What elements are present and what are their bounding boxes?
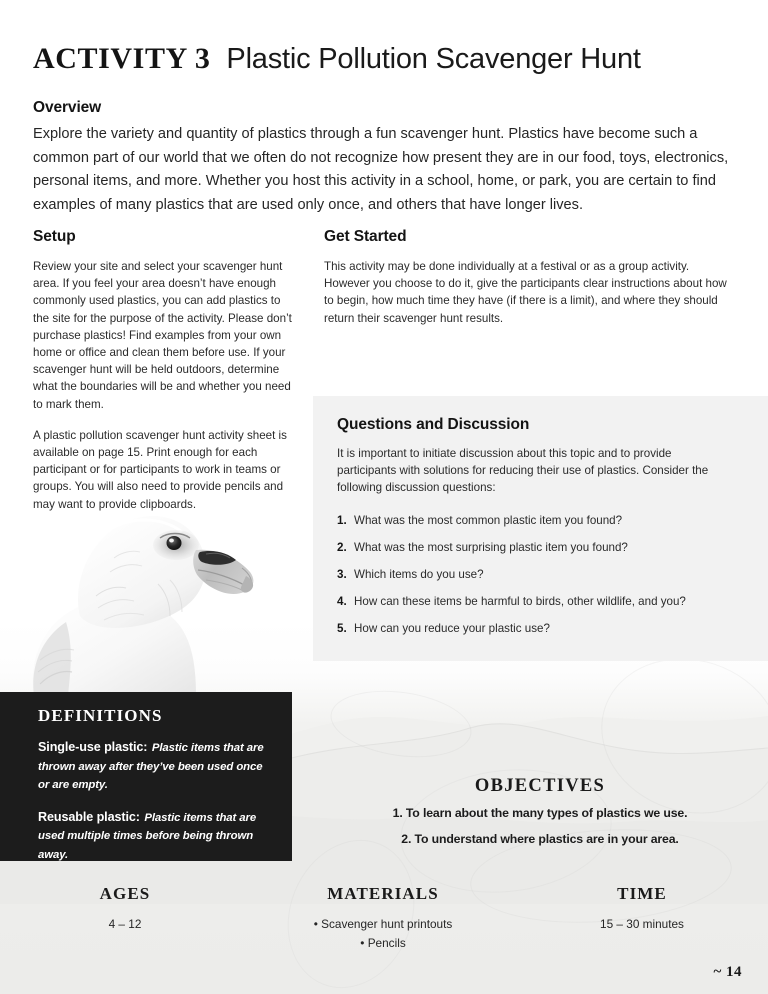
materials-title: MATERIALS [327, 884, 439, 903]
get-started-heading: Get Started [324, 228, 407, 245]
list-item [337, 594, 744, 610]
questions-intro: It is important to initiate discussion about this topic and to provide participants with solutions for reducing their use of plastics. Consider the following discussion questions: [337, 447, 709, 495]
definitions-heading: DEFINITIONS [38, 706, 163, 725]
list-item [337, 540, 744, 556]
list-item [337, 621, 744, 637]
list-item [337, 513, 744, 529]
question-number: 3. [337, 567, 347, 581]
activity-title: Plastic Pollution Scavenger Hunt [226, 43, 641, 75]
questions-heading: Questions and Discussion [337, 416, 530, 433]
overview-heading: Overview [33, 99, 102, 116]
objective-item: 2. To understand where plastics are in your area. [401, 832, 679, 846]
activity-label: ACTIVITY 3 [33, 42, 211, 75]
time-value: 15 – 30 minutes [600, 917, 684, 931]
question-text: Which items do you use? [354, 567, 484, 581]
list-item [337, 567, 744, 583]
objectives-heading: OBJECTIVES [474, 776, 606, 796]
definition-term: Single-use plastic: [38, 740, 148, 754]
seabird-image [10, 488, 265, 696]
definition-text: Plastic items that are thrown away after they’ve been used once or are empty. [38, 742, 264, 792]
definitions-box [0, 692, 292, 861]
question-text: How can these items be harmful to birds, other wildlife, and you? [354, 594, 686, 608]
question-number: 2. [337, 540, 347, 554]
setup-paragraph-1: Review your site and select your scavenger hunt area. If you feel your area doesn’t have enough commonly used plastics, you can add plastics to the site for the purpose of the activity. Please don’t purchase plastics! Find examples from your own home or office and clean them before use. If your scavenger hunt will be held outdoors, determine what the boundaries will be and whether you need to mark them. [33, 260, 292, 411]
question-text: What was the most common plastic item you found? [354, 513, 623, 527]
setup-heading: Setup [33, 228, 76, 245]
meta-columns [0, 884, 768, 953]
question-text: How can you reduce your plastic use? [354, 621, 550, 635]
definition-term: Reusable plastic: [38, 809, 140, 824]
definition-entry [38, 808, 268, 864]
materials-value-2: • Pencils [360, 936, 406, 950]
get-started-section [324, 228, 732, 327]
questions-panel [313, 396, 768, 661]
overview-text: Explore the variety and quantity of plastics through a fun scavenger hunt. Plastics have become such a common part of our world that we often do not recognize how present they are in our food, toys, electronics, personal items, and more. Whether you host this activity in a school, home, or park, you are certain to find examples of many plastics that are used only once, and others that have longer lives. [33, 126, 729, 213]
question-number: 5. [337, 621, 347, 635]
objectives-section [330, 776, 750, 858]
question-number: 4. [337, 594, 347, 608]
definition-entry [38, 738, 268, 794]
objective-item: 1. To learn about the many types of plastics we use. [392, 806, 688, 820]
time-title: TIME [617, 884, 667, 903]
materials-column [250, 884, 516, 953]
get-started-text: This activity may be done individually at a festival or as a group activity. However you choose to do it, give the participants clear instructions about how to begin, how much time they have (if there is a limit), and where they should return their scavenger hunt results. [324, 260, 727, 325]
ages-value: 4 – 12 [108, 917, 142, 931]
questions-list [337, 513, 744, 637]
overview-section [33, 99, 739, 217]
ages-title: AGES [99, 884, 151, 903]
setup-paragraph-2: A plastic pollution scavenger hunt activity sheet is available on page 15. Print enough for each participant or for participants to work in teams or groups. You will also need to provide pencils and may want to provide clipboards. [33, 428, 287, 511]
materials-value-1: • Scavenger hunt printouts [313, 917, 453, 931]
page-title [33, 42, 641, 76]
ages-column [0, 884, 250, 953]
question-text: What was the most surprising plastic item you found? [354, 540, 628, 554]
question-number: 1. [337, 513, 347, 527]
setup-section [33, 228, 297, 527]
page-number: ~ 14 [713, 964, 742, 980]
definition-text: Plastic items that are used multiple times before being thrown away. [38, 811, 257, 861]
time-column [516, 884, 768, 953]
